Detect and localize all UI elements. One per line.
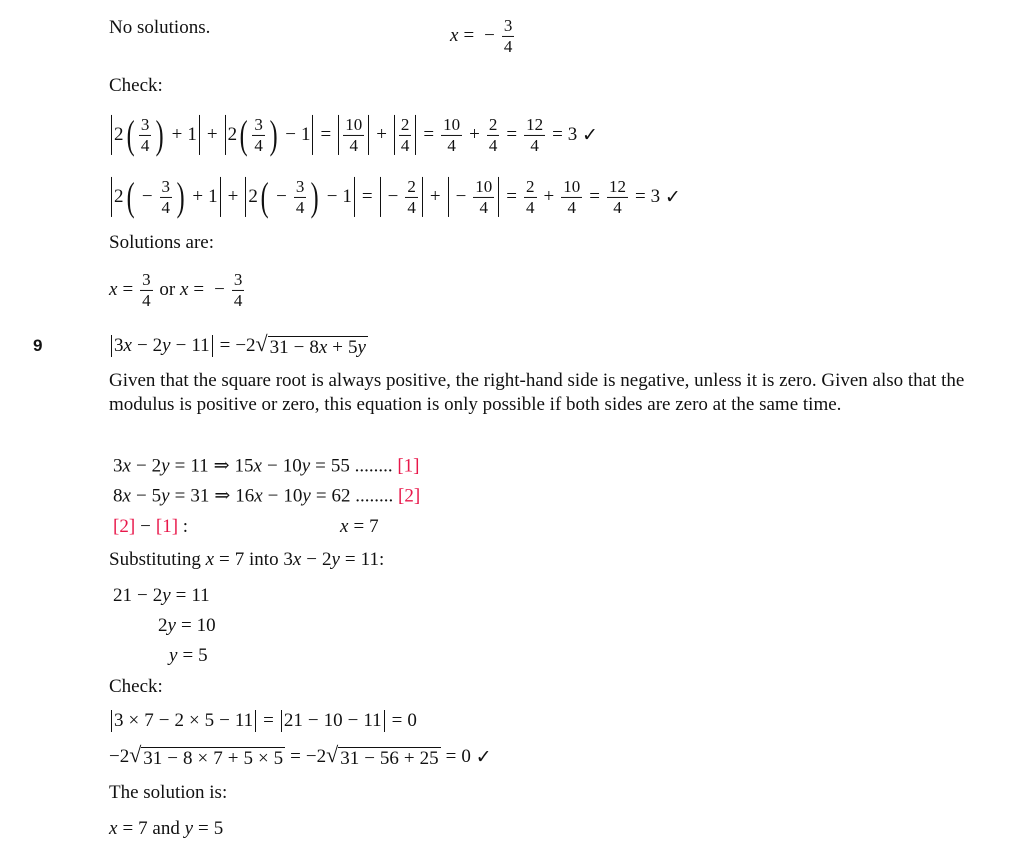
text: ✓ bbox=[660, 186, 681, 208]
operator: − bbox=[484, 25, 495, 46]
math-term: 8x bbox=[113, 485, 131, 506]
numerator: 2 bbox=[526, 176, 535, 196]
variable: y bbox=[169, 645, 178, 666]
operator: = bbox=[361, 186, 373, 207]
math-term bbox=[340, 516, 348, 538]
variable: x bbox=[109, 818, 118, 839]
math-term: 21 bbox=[283, 710, 303, 731]
system-result bbox=[340, 516, 379, 538]
variable: y bbox=[162, 585, 171, 606]
paren-close: ) bbox=[176, 174, 185, 219]
system-equation-1 bbox=[113, 455, 420, 478]
operator: = bbox=[463, 25, 475, 46]
equation-reference: [2] bbox=[398, 485, 421, 506]
variable: y bbox=[331, 549, 340, 570]
operator: ⇒ bbox=[214, 485, 231, 507]
variable: x bbox=[179, 279, 189, 300]
numerator: 10 bbox=[345, 114, 363, 134]
denominator: 4 bbox=[349, 135, 358, 155]
operator: = bbox=[344, 549, 356, 570]
math-term: 10y bbox=[282, 455, 311, 476]
numerator: 10 bbox=[563, 176, 581, 196]
variable: y bbox=[357, 337, 366, 358]
operator: − bbox=[158, 710, 170, 731]
equation-reference: [1] bbox=[397, 455, 420, 476]
denominator: 4 bbox=[142, 290, 151, 310]
paren-close: ) bbox=[269, 112, 278, 157]
absolute-value bbox=[448, 177, 500, 217]
operator: = bbox=[423, 124, 435, 145]
denominator: 4 bbox=[479, 197, 489, 217]
math-term: 2y bbox=[151, 455, 170, 476]
operator: = bbox=[552, 124, 563, 145]
operator: + bbox=[227, 748, 239, 769]
fraction bbox=[502, 16, 515, 56]
fraction bbox=[607, 177, 628, 217]
absolute-value bbox=[380, 177, 423, 217]
operator: + bbox=[171, 124, 183, 145]
absolute-value bbox=[281, 710, 385, 732]
check-sqrt-line bbox=[109, 744, 492, 770]
math-term: 7 bbox=[234, 549, 245, 570]
variable: y bbox=[161, 455, 170, 476]
fraction bbox=[487, 115, 500, 155]
operator: = bbox=[180, 615, 192, 636]
text: into bbox=[244, 549, 284, 570]
math-term: 2 bbox=[114, 186, 124, 207]
variable: y bbox=[184, 818, 194, 839]
math-term: 11 bbox=[363, 710, 382, 731]
math-term: 11 bbox=[190, 455, 209, 476]
math-term: 31 bbox=[143, 748, 163, 769]
no-solutions-text: No solutions. bbox=[109, 17, 211, 38]
math-term: 8x bbox=[309, 337, 328, 358]
math-term: −2 bbox=[235, 335, 256, 356]
math-term: 2y bbox=[158, 615, 176, 636]
paren-open: ( bbox=[126, 112, 135, 157]
denominator: 4 bbox=[447, 135, 456, 155]
variable: x bbox=[123, 335, 132, 356]
operator: + bbox=[192, 186, 204, 207]
math-term: 5y bbox=[151, 485, 170, 506]
math-term: 7 bbox=[369, 516, 379, 537]
fraction bbox=[139, 115, 152, 155]
substituting-text bbox=[109, 549, 384, 571]
paren-open: ( bbox=[260, 174, 269, 219]
math-term: 2 bbox=[248, 186, 258, 207]
math-term: 3 bbox=[114, 710, 124, 731]
operator: × bbox=[128, 710, 140, 731]
variable: x bbox=[122, 455, 131, 476]
text: ........ bbox=[350, 485, 399, 506]
operator: = bbox=[182, 645, 194, 666]
operator: = bbox=[589, 186, 600, 207]
absolute-value bbox=[338, 115, 369, 155]
math-term: 10 bbox=[196, 615, 216, 636]
numerator: 3 bbox=[295, 176, 305, 196]
operator: = bbox=[219, 335, 231, 356]
fraction bbox=[399, 115, 412, 155]
math-term: 11 bbox=[360, 549, 379, 570]
math-term: 1 bbox=[300, 124, 311, 145]
denominator: 4 bbox=[613, 197, 622, 217]
math-term: 7 bbox=[138, 818, 148, 839]
equation-reference: [2] bbox=[113, 516, 136, 537]
denominator: 4 bbox=[407, 197, 416, 217]
math-term bbox=[206, 549, 214, 571]
denominator: 4 bbox=[567, 197, 576, 217]
math-term bbox=[450, 25, 458, 47]
absolute-value bbox=[394, 115, 417, 155]
operator: = bbox=[198, 818, 209, 839]
numerator: 10 bbox=[443, 114, 461, 134]
math-term: 2y bbox=[152, 585, 171, 606]
check-label-2: Check: bbox=[109, 676, 163, 697]
text: or bbox=[154, 279, 180, 300]
variable: y bbox=[302, 485, 311, 506]
denominator: 4 bbox=[161, 197, 171, 217]
denominator: 4 bbox=[295, 197, 305, 217]
system-equation-2 bbox=[113, 485, 420, 508]
fraction bbox=[252, 115, 265, 155]
fraction bbox=[441, 115, 462, 155]
math-term: 3 bbox=[650, 186, 661, 207]
fraction bbox=[405, 177, 418, 217]
radical-sign: √ bbox=[255, 331, 268, 356]
operator: + bbox=[543, 186, 555, 207]
variable: x bbox=[205, 549, 215, 570]
absolute-value bbox=[225, 112, 314, 157]
math-term: 0 bbox=[461, 746, 471, 767]
math-term: 25 bbox=[419, 748, 439, 769]
math-term: 1 bbox=[342, 186, 352, 207]
operator: = bbox=[174, 485, 186, 506]
operator: + bbox=[469, 124, 480, 145]
operator: − bbox=[307, 710, 319, 731]
check-label: Check: bbox=[109, 75, 163, 96]
math-term bbox=[109, 818, 117, 840]
solution-label: The solution is: bbox=[109, 782, 228, 803]
numerator: 2 bbox=[407, 176, 416, 196]
absolute-value bbox=[111, 710, 256, 732]
math-term: 10 bbox=[323, 710, 343, 731]
numerator: 2 bbox=[400, 114, 410, 134]
solution-equation bbox=[109, 818, 223, 840]
math-term: 31 bbox=[190, 485, 210, 506]
operator: + bbox=[403, 748, 415, 769]
math-term: 3 bbox=[567, 124, 578, 145]
math-term: 3x bbox=[114, 335, 132, 356]
operator: − bbox=[167, 748, 179, 769]
solutions-label: Solutions are: bbox=[109, 232, 215, 253]
operator: ⇒ bbox=[213, 455, 230, 477]
variable: x bbox=[292, 549, 302, 570]
operator: − bbox=[175, 335, 187, 356]
math-term: 5 bbox=[204, 710, 215, 731]
math-term: 2 bbox=[114, 124, 124, 145]
equation-x-neg-three-quarters bbox=[450, 16, 516, 56]
operator: − bbox=[306, 549, 317, 570]
operator: = bbox=[315, 485, 327, 506]
math-term: 1 bbox=[187, 124, 197, 145]
math-term: 2 bbox=[227, 124, 238, 145]
variable: y bbox=[162, 335, 171, 356]
text: and bbox=[147, 818, 185, 839]
operator: − bbox=[364, 748, 375, 769]
operator: = bbox=[175, 585, 187, 606]
math-term: 10y bbox=[283, 485, 311, 506]
operator: = bbox=[290, 746, 301, 767]
math-term: 11 bbox=[234, 710, 254, 731]
math-term: 2y bbox=[152, 335, 171, 356]
check-modulus-line bbox=[109, 710, 417, 732]
operator: − bbox=[141, 186, 153, 207]
fraction bbox=[140, 270, 153, 310]
step-1 bbox=[113, 585, 210, 607]
variable: x bbox=[254, 485, 263, 506]
math-term: 31 bbox=[340, 748, 360, 769]
absolute-value bbox=[245, 174, 355, 219]
operator: = bbox=[320, 124, 332, 145]
fraction bbox=[160, 177, 173, 217]
text: ✓ bbox=[577, 124, 598, 146]
operator: − bbox=[276, 186, 287, 207]
operator: + bbox=[376, 124, 387, 145]
fraction bbox=[232, 270, 245, 310]
operator: = bbox=[122, 279, 134, 300]
math-term: 7 bbox=[213, 748, 223, 769]
math-term: 8 bbox=[183, 748, 193, 769]
denominator: 4 bbox=[526, 197, 535, 217]
radicand bbox=[141, 747, 285, 770]
operator: = bbox=[391, 710, 403, 731]
operator: + bbox=[206, 124, 218, 145]
operator: + bbox=[332, 337, 343, 358]
numerator: 3 bbox=[140, 114, 150, 134]
variable: x bbox=[122, 485, 131, 506]
math-term: 15x bbox=[234, 455, 262, 476]
operator: = bbox=[506, 186, 517, 207]
square-root bbox=[129, 744, 285, 770]
equation-reference: [1] bbox=[155, 516, 179, 537]
system-subtraction-label bbox=[113, 516, 188, 538]
numerator: 10 bbox=[475, 176, 493, 196]
operator: = bbox=[174, 455, 186, 476]
operator: = bbox=[506, 124, 518, 145]
fraction bbox=[294, 177, 307, 217]
numerator: 3 bbox=[161, 176, 171, 196]
text: : bbox=[378, 549, 385, 570]
operator: = bbox=[122, 818, 134, 839]
operator: = bbox=[353, 516, 365, 537]
fraction bbox=[473, 177, 494, 217]
math-term: 55 bbox=[330, 455, 350, 476]
operator: − bbox=[326, 186, 338, 207]
math-term: 62 bbox=[331, 485, 351, 506]
operator: − bbox=[136, 335, 148, 356]
operator: × bbox=[188, 710, 200, 731]
operator: − bbox=[266, 455, 278, 476]
denominator: 4 bbox=[503, 36, 513, 56]
math-term: 56 bbox=[379, 748, 399, 769]
operator: × bbox=[257, 748, 269, 769]
absolute-value bbox=[111, 112, 200, 157]
variable: x bbox=[318, 337, 328, 358]
question-number: 9 bbox=[33, 336, 43, 355]
denominator: 4 bbox=[233, 290, 243, 310]
math-term: 1 bbox=[208, 186, 218, 207]
operator: × bbox=[197, 748, 209, 769]
paren-close: ) bbox=[311, 174, 320, 219]
math-term: 2y bbox=[321, 549, 340, 570]
absolute-value bbox=[111, 335, 213, 357]
math-term: 5y bbox=[348, 337, 366, 358]
operator: − bbox=[214, 279, 225, 300]
operator: = bbox=[315, 455, 326, 476]
operator: + bbox=[227, 186, 239, 207]
math-term: 31 bbox=[269, 337, 289, 358]
operator: − bbox=[347, 710, 359, 731]
step-3 bbox=[169, 645, 208, 667]
text: Substituting bbox=[109, 549, 206, 570]
text: ........ bbox=[349, 455, 398, 476]
variable: y bbox=[161, 485, 170, 506]
numerator: 3 bbox=[503, 15, 513, 35]
variable: x bbox=[340, 516, 349, 537]
operator: − bbox=[455, 186, 467, 207]
radicand bbox=[268, 336, 368, 359]
paren-close: ) bbox=[155, 112, 164, 157]
math-term bbox=[169, 645, 177, 667]
numerator: 3 bbox=[254, 114, 263, 134]
math-term: 7 bbox=[144, 710, 154, 731]
operator: − bbox=[285, 124, 296, 145]
math-term: 21 bbox=[113, 585, 132, 606]
square-root bbox=[256, 333, 368, 359]
operator: − bbox=[219, 710, 230, 731]
fraction bbox=[343, 115, 364, 155]
operator: = bbox=[634, 186, 646, 207]
math-term: 0 bbox=[407, 710, 417, 731]
variable: y bbox=[167, 615, 176, 636]
variable: y bbox=[301, 455, 311, 476]
math-term: −2 bbox=[109, 746, 130, 767]
denominator: 4 bbox=[530, 135, 539, 155]
math-term: −2 bbox=[305, 746, 327, 767]
check-equation-negative bbox=[109, 174, 681, 219]
math-term: 5 bbox=[273, 748, 284, 769]
math-term: 3x bbox=[113, 455, 131, 476]
math-term: 11 bbox=[191, 335, 210, 356]
math-term: 3x bbox=[283, 549, 302, 570]
numerator: 3 bbox=[233, 269, 243, 289]
denominator: 4 bbox=[400, 135, 410, 155]
paren-open: ( bbox=[126, 174, 135, 219]
operator: − bbox=[387, 186, 399, 207]
question-equation bbox=[109, 333, 368, 359]
explanation-paragraph: Given that the square root is always positive, the right-hand side is negative, unless it is zero. Given also that the modulus is positive or zero, this equation is only possible if both sides are zero at the same time. bbox=[109, 370, 965, 415]
check-equation-positive bbox=[109, 112, 598, 157]
operator: − bbox=[137, 585, 148, 606]
denominator: 4 bbox=[254, 135, 263, 155]
operator: − bbox=[135, 455, 147, 476]
math-term bbox=[109, 279, 117, 301]
math-term: 16x bbox=[235, 485, 263, 506]
math-term: 11 bbox=[191, 585, 210, 606]
numerator: 12 bbox=[608, 176, 626, 196]
fraction bbox=[524, 177, 537, 217]
paren-open: ( bbox=[239, 112, 248, 157]
variable: x bbox=[450, 25, 459, 46]
denominator: 4 bbox=[140, 135, 150, 155]
radical-sign: √ bbox=[129, 742, 142, 767]
operator: = bbox=[193, 279, 205, 300]
operator: − bbox=[140, 516, 151, 537]
absolute-value bbox=[111, 174, 221, 219]
denominator: 4 bbox=[488, 135, 498, 155]
math-term bbox=[180, 279, 188, 301]
text: ✓ bbox=[470, 746, 492, 768]
square-root bbox=[326, 744, 441, 770]
numerator: 12 bbox=[526, 114, 544, 134]
operator: − bbox=[293, 337, 305, 358]
step-2 bbox=[158, 615, 216, 637]
math-term: 5 bbox=[198, 645, 208, 666]
variable: x bbox=[109, 279, 118, 300]
math-term: 2 bbox=[174, 710, 184, 731]
operator: = bbox=[263, 710, 274, 731]
numerator: 3 bbox=[142, 269, 151, 289]
fraction bbox=[561, 177, 582, 217]
variable: x bbox=[253, 455, 262, 476]
math-term: 5 bbox=[213, 818, 224, 839]
fraction bbox=[524, 115, 545, 155]
operator: = bbox=[445, 746, 457, 767]
operator: + bbox=[429, 186, 441, 207]
operator: − bbox=[267, 485, 279, 506]
operator: = bbox=[219, 549, 230, 570]
solutions-equation bbox=[109, 270, 246, 310]
math-term: 5 bbox=[243, 748, 253, 769]
numerator: 2 bbox=[488, 114, 498, 134]
radicand bbox=[338, 747, 440, 770]
operator: − bbox=[135, 485, 147, 506]
math-term bbox=[185, 818, 193, 840]
radical-sign: √ bbox=[326, 742, 339, 767]
text: : bbox=[178, 516, 189, 537]
